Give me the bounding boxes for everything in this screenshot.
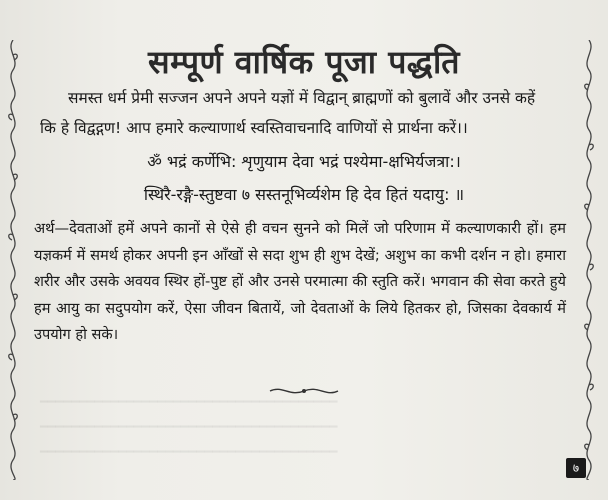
page-title: सम्पूर्ण वार्षिक पूजा पद्धति <box>148 43 460 81</box>
mantra-line-2: स्थिरै-रङ्गै-स्तुष्टवा ७ सस्तनूभिर्व्यशेम हि देव हितं यदायु: ॥ <box>143 185 465 204</box>
intro-line-2: कि हे विद्वद्गण! आप हमारे कल्याणार्थ स्वस्तिवाचनादि वाणियों से प्रार्थना करें।। <box>40 119 468 137</box>
page-number: ७ <box>566 458 586 478</box>
bleed-through-text: ━━━━━━━━━━━━━━━━━━━━━━━━━━━━━━━━━━━━━━ <box>40 395 338 410</box>
intro-line-1: समस्त धर्म प्रेमी सज्जन अपने अपने यज्ञों में विद्वान् ब्राह्मणों को बुलावें और उनसे कहें <box>68 89 536 107</box>
right-ornamental-border <box>580 40 598 480</box>
bleed-through-text: ━━━━━━━━━━━━━━━━━━━━━━━━━━━━━━━━━━━━━━ <box>40 445 338 460</box>
decorative-divider <box>268 385 340 397</box>
meaning-paragraph: अर्थ—देवताओं हमें अपने कानों से ऐसे ही वचन सुनने को मिलें जो परिणाम में कल्याणकारी हों। हम यज्ञकर्म में समर्थ होकर अपनी इन आँखों से सदा शुभ ही शुभ देखें; अशुभ का कभी दर्शन न हो। हमारा शरीर और उसके अवयव स्थिर हों-पुष्ट हों और उनसे परमात्मा की स्तुति करें। भगवान की सेवा करते हुये हम आयु का सदुपयोग करें, ऐसा जीवन बितायें, जो देवताओं के लिये हितकर हो, जिसका देवकार्य में उपयोग हो सके। <box>34 220 567 343</box>
left-ornamental-border <box>4 40 22 480</box>
mantra-line-1: ॐ भद्रं कर्णेभि: शृणुयाम देवा भद्रं पश्येमा-क्षभिर्यजत्रा:। <box>147 152 461 171</box>
bleed-through-text: ━━━━━━━━━━━━━━━━━━━━━━━━━━━━━━━━━━━━━━ <box>40 420 338 435</box>
